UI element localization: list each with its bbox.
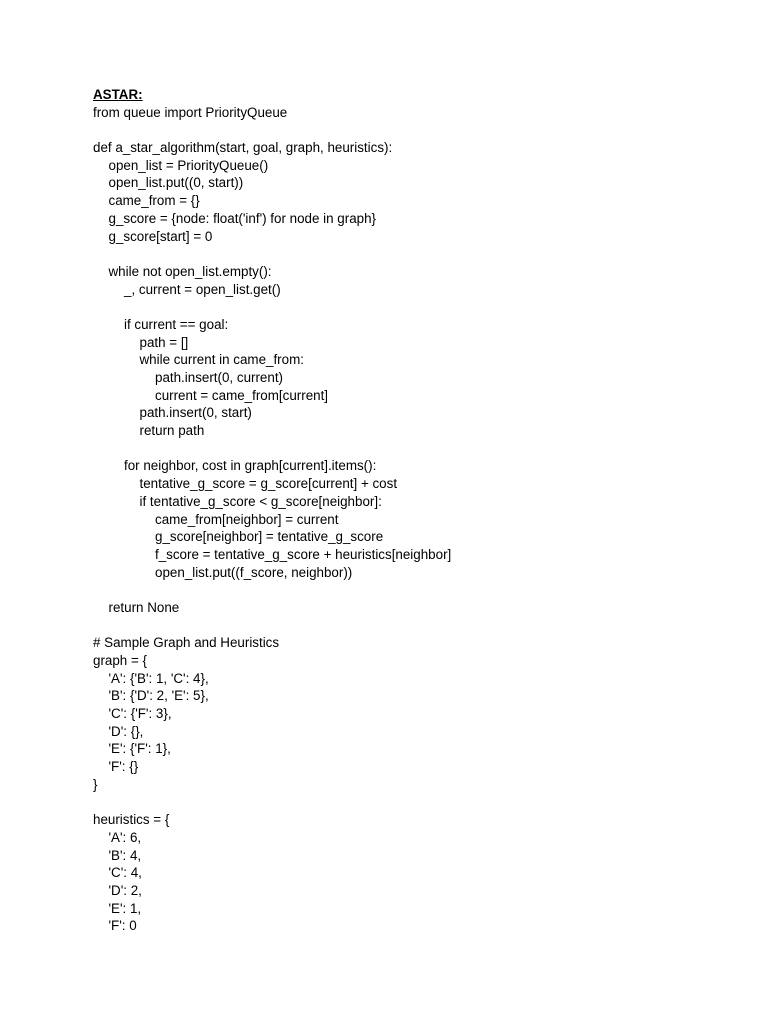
document-heading: ASTAR: (93, 87, 143, 102)
code-line: open_list = PriorityQueue() (108, 157, 269, 173)
code-line: 'D': {}, (108, 723, 144, 739)
code-line: heuristics = { (93, 812, 170, 828)
code-line: g_score[neighbor] = tentative_g_score (155, 529, 384, 545)
code-line: from queue import PriorityQueue (93, 104, 288, 120)
blank-line (93, 617, 733, 635)
code-line: path.insert(0, current) (155, 370, 284, 385)
code-line: if current == goal: (124, 316, 229, 332)
code-line: 'F': {} (108, 759, 139, 775)
blank-line (93, 440, 733, 458)
code-line: open_list.put((f_score, neighbor)) (155, 564, 353, 580)
code-line: came_from = {} (108, 193, 200, 209)
document-body (93, 86, 733, 935)
blank-line (93, 121, 733, 139)
code-line: 'B': 4, (108, 847, 142, 863)
code-line: _, current = open_list.get() (124, 281, 281, 297)
code-line: 'F': 0 (108, 918, 137, 934)
code-line: path = [] (139, 334, 189, 350)
code-line: def a_star_algorithm(start, goal, graph, heuristics): (93, 140, 393, 156)
code-line: while not open_list.empty(): (108, 263, 272, 279)
code-line: return None (108, 599, 180, 615)
code-line: 'D': 2, (108, 882, 142, 898)
code-line: came_from[neighbor] = current (155, 511, 339, 527)
blank-line (93, 581, 733, 599)
blank-line (93, 298, 733, 316)
blank-line (93, 245, 733, 263)
code-line: 'C': {'F': 3}, (108, 706, 172, 722)
code-line: return path (139, 423, 205, 439)
code-line: g_score = {node: float('inf') for node in graph} (108, 210, 377, 226)
code-line: 'B': {'D': 2, 'E': 5}, (108, 688, 209, 704)
code-line: for neighbor, cost in graph[current].items(): (124, 458, 377, 474)
code-line: 'A': 6, (108, 829, 142, 845)
code-line: } (93, 776, 98, 792)
code-line: tentative_g_score = g_score[current] + cost (139, 476, 398, 492)
code-line: g_score[start] = 0 (108, 228, 213, 244)
blank-line (93, 794, 733, 812)
code-line: path.insert(0, start) (139, 405, 252, 421)
code-line: # Sample Graph and Heuristics (93, 635, 280, 651)
code-line: while current in came_from: (139, 352, 304, 368)
code-line: 'E': 1, (108, 900, 142, 916)
code-line: graph = { (93, 653, 147, 668)
code-line: open_list.put((0, start)) (108, 175, 244, 191)
code-line: f_score = tentative_g_score + heuristics[neighbor] (155, 546, 452, 562)
code-line: if tentative_g_score < g_score[neighbor]: (139, 493, 382, 509)
code-line: 'A': {'B': 1, 'C': 4}, (108, 670, 209, 686)
code-line: 'C': 4, (108, 865, 142, 881)
code-line: 'E': {'F': 1}, (108, 741, 171, 757)
code-line: current = came_from[current] (155, 387, 329, 403)
